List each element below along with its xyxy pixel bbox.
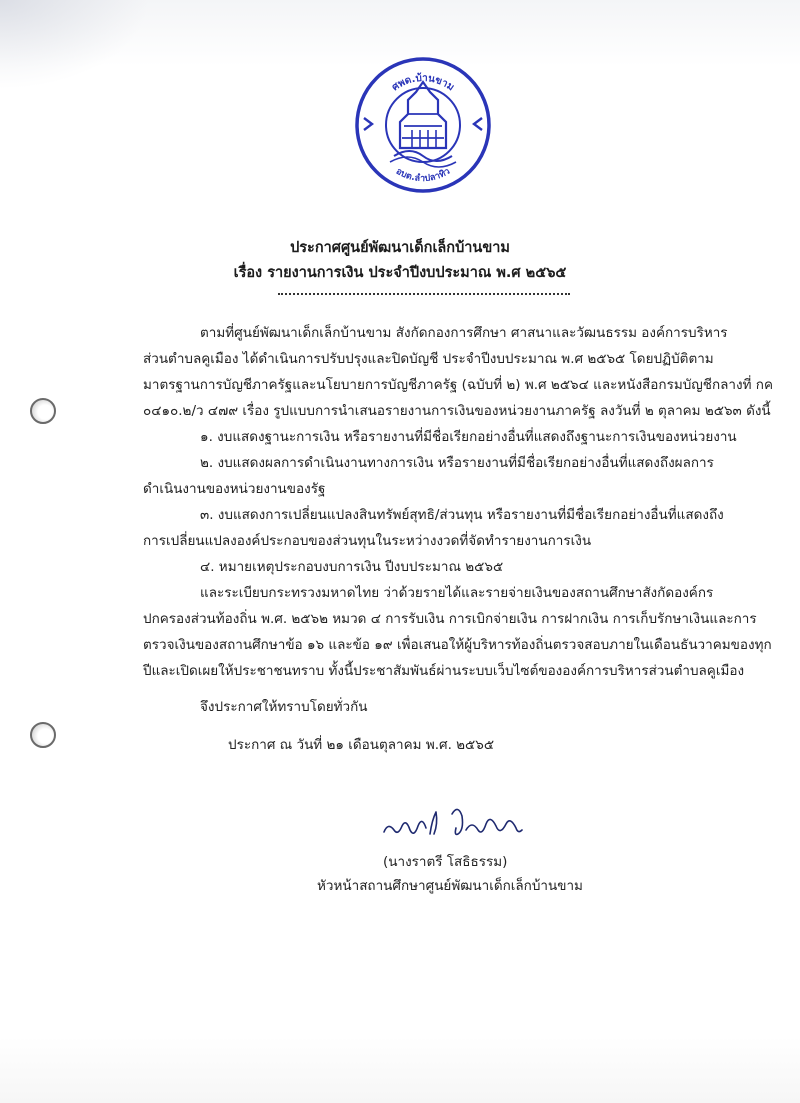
list-item-3-cont: การเปลี่ยนแปลงองค์ประกอบของส่วนทุนในระหว่างงวดที่จัดทำรายงานการเงิน [143, 533, 592, 549]
svg-text:ศพด.บ้านขาม [390, 72, 456, 93]
signature-icon [378, 800, 528, 850]
seal-text-top: ศพด.บ้านขาม [390, 72, 456, 94]
list-item-4: ๔. หมายเหตุประกอบงบการเงิน ปีงบประมาณ ๒๕๖๕ [200, 559, 504, 575]
body-line: ตรวจเงินของสถานศึกษาข้อ ๑๖ และข้อ ๑๙ เพื่อเสนอให้ผู้บริหารท้องถิ่นตรวจสอบภายในเดือนธันวาคมของทุก [143, 637, 772, 653]
list-item-3: ๓. งบแสดงการเปลี่ยนแปลงสินทรัพย์สุทธิ/ส่วนทุน หรือรายงานที่มีชื่อเรียกอย่างอื่นที่แสดงถึง [200, 507, 724, 523]
list-item-1: ๑. งบแสดงฐานะการเงิน หรือรายงานที่มีชื่อเรียกอย่างอื่นที่แสดงถึงฐานะการเงินของหน่วยงาน [200, 429, 737, 445]
date-line: ประกาศ ณ วันที่ ๒๑ เดือนตุลาคม พ.ศ. ๒๕๖๕ [228, 737, 495, 753]
announce-line: จึงประกาศให้ทราบโดยทั่วกัน [200, 699, 368, 715]
body-line: ปีและเปิดเผยให้ประชาชนทราบ ทั้งนี้ประชาสัมพันธ์ผ่านระบบเว็บไซต์ขององค์การบริหารส่วนตำบลคูเมือง [143, 663, 745, 679]
list-item-2: ๒. งบแสดงผลการดำเนินงานทางการเงิน หรือรายงานที่มีชื่อเรียกอย่างอื่นที่แสดงถึงผลการ [200, 455, 714, 471]
scan-smudge [0, 0, 150, 90]
body-line: มาตรฐานการบัญชีภาครัฐและนโยบายการบัญชีภาครัฐ (ฉบับที่ ๒) พ.ศ ๒๕๖๔ และหนังสือกรมบัญชีกลางที่ กค [143, 377, 773, 393]
punch-hole-icon [30, 398, 56, 424]
announcement-subject: เรื่อง รายงานการเงิน ประจำปีงบประมาณ พ.ศ ๒๕๖๕ [233, 265, 567, 281]
body-line: ตามที่ศูนย์พัฒนาเด็กเล็กบ้านขาม สังกัดกองการศึกษา ศาสนาและวัฒนธรรม องค์การบริหาร [200, 325, 728, 341]
body-line: ๐๔๑๐.๒/ว ๔๗๙ เรื่อง รูปแบบการนำเสนอรายงานการเงินของหน่วยงานภาครัฐ ลงวันที่ ๒ ตุลาคม ๒๕๖๓ ดังนี้ [143, 403, 771, 419]
list-item-2-cont: ดำเนินงานของหน่วยงานของรัฐ [143, 481, 326, 497]
body-line: ส่วนตำบลคูเมือง ได้ดำเนินการปรับปรุงและปิดบัญชี ประจำปีงบประมาณ พ.ศ ๒๕๖๕ โดยปฏิบัติตาม [143, 351, 714, 367]
body-line: ปกครองส่วนท้องถิ่น พ.ศ. ๒๕๖๒ หมวด ๔ การรับเงิน การเบิกจ่ายเงิน การฝากเงิน การเก็บรักษาเงินและการ [143, 611, 757, 627]
announcement-title: ประกาศศูนย์พัฒนาเด็กเล็กบ้านขาม [290, 240, 510, 256]
body-line: และระเบียบกระทรวงมหาดไทย ว่าด้วยรายได้และรายจ่ายเงินของสถานศึกษาสังกัดองค์กร [200, 585, 714, 601]
svg-text:อบต.ลำปลาทิว [394, 167, 452, 185]
dotted-divider [278, 293, 570, 295]
seal-text-bottom: อบต.ลำปลาทิว [393, 166, 453, 185]
signatory-name: (นางราตรี โสธิธรรม) [383, 854, 508, 870]
signatory-position: หัวหน้าสถานศึกษาศูนย์พัฒนาเด็กเล็กบ้านขาม [317, 878, 583, 894]
official-seal-icon [350, 52, 496, 198]
punch-hole-icon [30, 722, 56, 748]
